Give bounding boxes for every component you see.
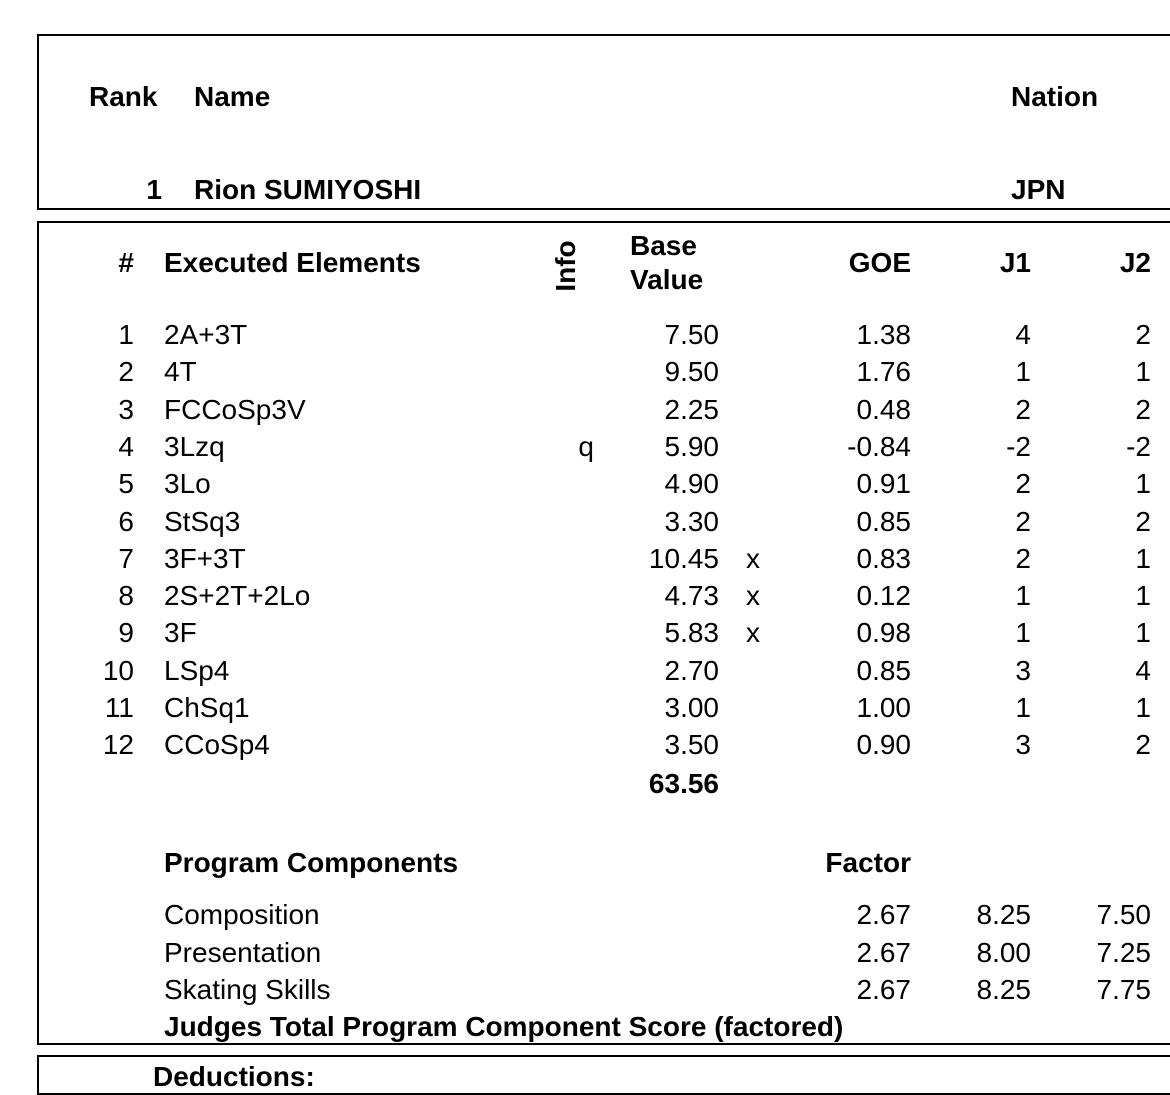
element-goe: 0.48: [856, 394, 911, 425]
element-judge1-score: 1: [1015, 356, 1031, 387]
element-bonus-mark: x: [746, 617, 760, 648]
component-judge1-score: 8.25: [976, 899, 1031, 930]
component-factor: 2.67: [856, 937, 911, 968]
name-column-label: Name: [194, 81, 271, 112]
element-number: 2: [118, 356, 134, 387]
judges-total-pcs-label: Judges Total Program Component Score (factored): [164, 1011, 844, 1042]
element-base-value: 3.00: [664, 692, 719, 723]
element-code: StSq3: [164, 506, 241, 537]
element-number: 4: [118, 431, 134, 462]
element-code: LSp4: [164, 655, 230, 686]
element-code: 2A+3T: [164, 319, 248, 350]
element-code: ChSq1: [164, 692, 250, 723]
element-judge2-score: 1: [1135, 617, 1151, 648]
base-value-total: 63.56: [648, 768, 719, 799]
element-judge1-score: 2: [1015, 543, 1031, 574]
element-goe: 0.83: [856, 543, 911, 574]
element-judge2-score: 1: [1135, 356, 1151, 387]
executed-elements-header: Executed Elements: [164, 247, 421, 278]
element-goe: 1.38: [856, 319, 911, 350]
element-judge1-score: 1: [1015, 692, 1031, 723]
element-judge1-score: 1: [1015, 617, 1031, 648]
element-goe: 0.91: [856, 468, 911, 499]
element-judge1-score: 1: [1015, 580, 1031, 611]
element-number: 11: [104, 692, 134, 723]
element-goe: 1.76: [856, 356, 911, 387]
skater-nation: JPN: [1011, 174, 1066, 205]
component-name: Presentation: [164, 937, 322, 968]
base-value-header-line1: Base: [630, 230, 697, 261]
element-code: 3F+3T: [164, 543, 246, 574]
component-judge2-score: 7.50: [1096, 899, 1151, 930]
skater-name: Rion SUMIYOSHI: [194, 174, 422, 205]
element-base-value: 5.90: [664, 431, 719, 462]
element-number: 10: [102, 655, 134, 686]
skater-rank: 1: [146, 174, 162, 205]
element-number-header: #: [118, 247, 134, 278]
judge1-header: J1: [999, 247, 1031, 278]
element-code: CCoSp4: [164, 729, 270, 760]
element-base-value: 9.50: [664, 356, 719, 387]
element-judge1-score: 3: [1015, 655, 1031, 686]
element-judge2-score: -2: [1126, 431, 1151, 462]
element-judge1-score: 4: [1015, 319, 1031, 350]
element-base-value: 7.50: [664, 319, 719, 350]
goe-header: GOE: [848, 247, 911, 278]
element-base-value: 4.90: [664, 468, 719, 499]
nation-column-label: Nation: [1011, 81, 1099, 112]
element-judge2-score: 1: [1135, 468, 1151, 499]
element-base-value: 2.70: [664, 655, 719, 686]
element-number: 12: [102, 729, 134, 760]
element-judge1-score: 2: [1015, 506, 1031, 537]
element-judge2-score: 1: [1135, 580, 1151, 611]
element-base-value: 3.30: [664, 506, 719, 537]
element-goe: -0.84: [847, 431, 911, 462]
element-number: 1: [118, 319, 134, 350]
component-factor: 2.67: [856, 899, 911, 930]
element-base-value: 4.73: [664, 580, 719, 611]
factor-header: Factor: [825, 847, 911, 878]
element-code: 2S+2T+2Lo: [164, 580, 311, 611]
element-goe: 1.00: [856, 692, 911, 723]
element-bonus-mark: x: [746, 580, 760, 611]
element-code: 3Lo: [164, 468, 211, 499]
component-judge2-score: 7.75: [1096, 974, 1151, 1005]
element-number: 9: [118, 617, 134, 648]
element-number: 3: [118, 394, 134, 425]
component-judge1-score: 8.25: [976, 974, 1031, 1005]
component-judge1-score: 8.00: [976, 937, 1031, 968]
element-base-value: 5.83: [664, 617, 719, 648]
info-header: Info: [550, 240, 581, 292]
element-base-value: 3.50: [664, 729, 719, 760]
rank-column-label: Rank: [89, 81, 158, 112]
program-components-title: Program Components: [164, 847, 459, 878]
element-judge2-score: 1: [1135, 543, 1151, 574]
element-code: FCCoSp3V: [164, 394, 306, 425]
element-goe: 0.85: [856, 655, 911, 686]
component-name: Composition: [164, 899, 320, 930]
component-name: Skating Skills: [164, 974, 331, 1005]
element-judge2-score: 2: [1135, 319, 1151, 350]
element-judge1-score: 3: [1015, 729, 1031, 760]
element-code: 3Lzq: [164, 431, 225, 462]
element-goe: 0.90: [856, 729, 911, 760]
deductions-label: Deductions:: [153, 1061, 315, 1092]
element-goe: 0.85: [856, 506, 911, 537]
element-number: 6: [118, 506, 134, 537]
element-judge1-score: 2: [1015, 468, 1031, 499]
component-judge2-score: 7.25: [1096, 937, 1151, 968]
element-judge2-score: 2: [1135, 506, 1151, 537]
element-judge2-score: 2: [1135, 729, 1151, 760]
element-base-value: 2.25: [664, 394, 719, 425]
judge2-header: J2: [1119, 247, 1151, 278]
element-judge1-score: 2: [1015, 394, 1031, 425]
element-code: 3F: [164, 617, 197, 648]
element-goe: 0.12: [856, 580, 911, 611]
element-code: 4T: [164, 356, 197, 387]
element-judge2-score: 4: [1135, 655, 1151, 686]
component-factor: 2.67: [856, 974, 911, 1005]
element-number: 7: [118, 543, 134, 574]
element-goe: 0.98: [856, 617, 911, 648]
element-judge2-score: 1: [1135, 692, 1151, 723]
base-value-header-line2: Value: [630, 264, 704, 295]
element-number: 8: [118, 580, 134, 611]
element-base-value: 10.45: [648, 543, 719, 574]
element-judge1-score: -2: [1006, 431, 1031, 462]
element-number: 5: [118, 468, 134, 499]
element-judge2-score: 2: [1135, 394, 1151, 425]
element-info-flag: q: [578, 431, 594, 462]
element-bonus-mark: x: [746, 543, 760, 574]
